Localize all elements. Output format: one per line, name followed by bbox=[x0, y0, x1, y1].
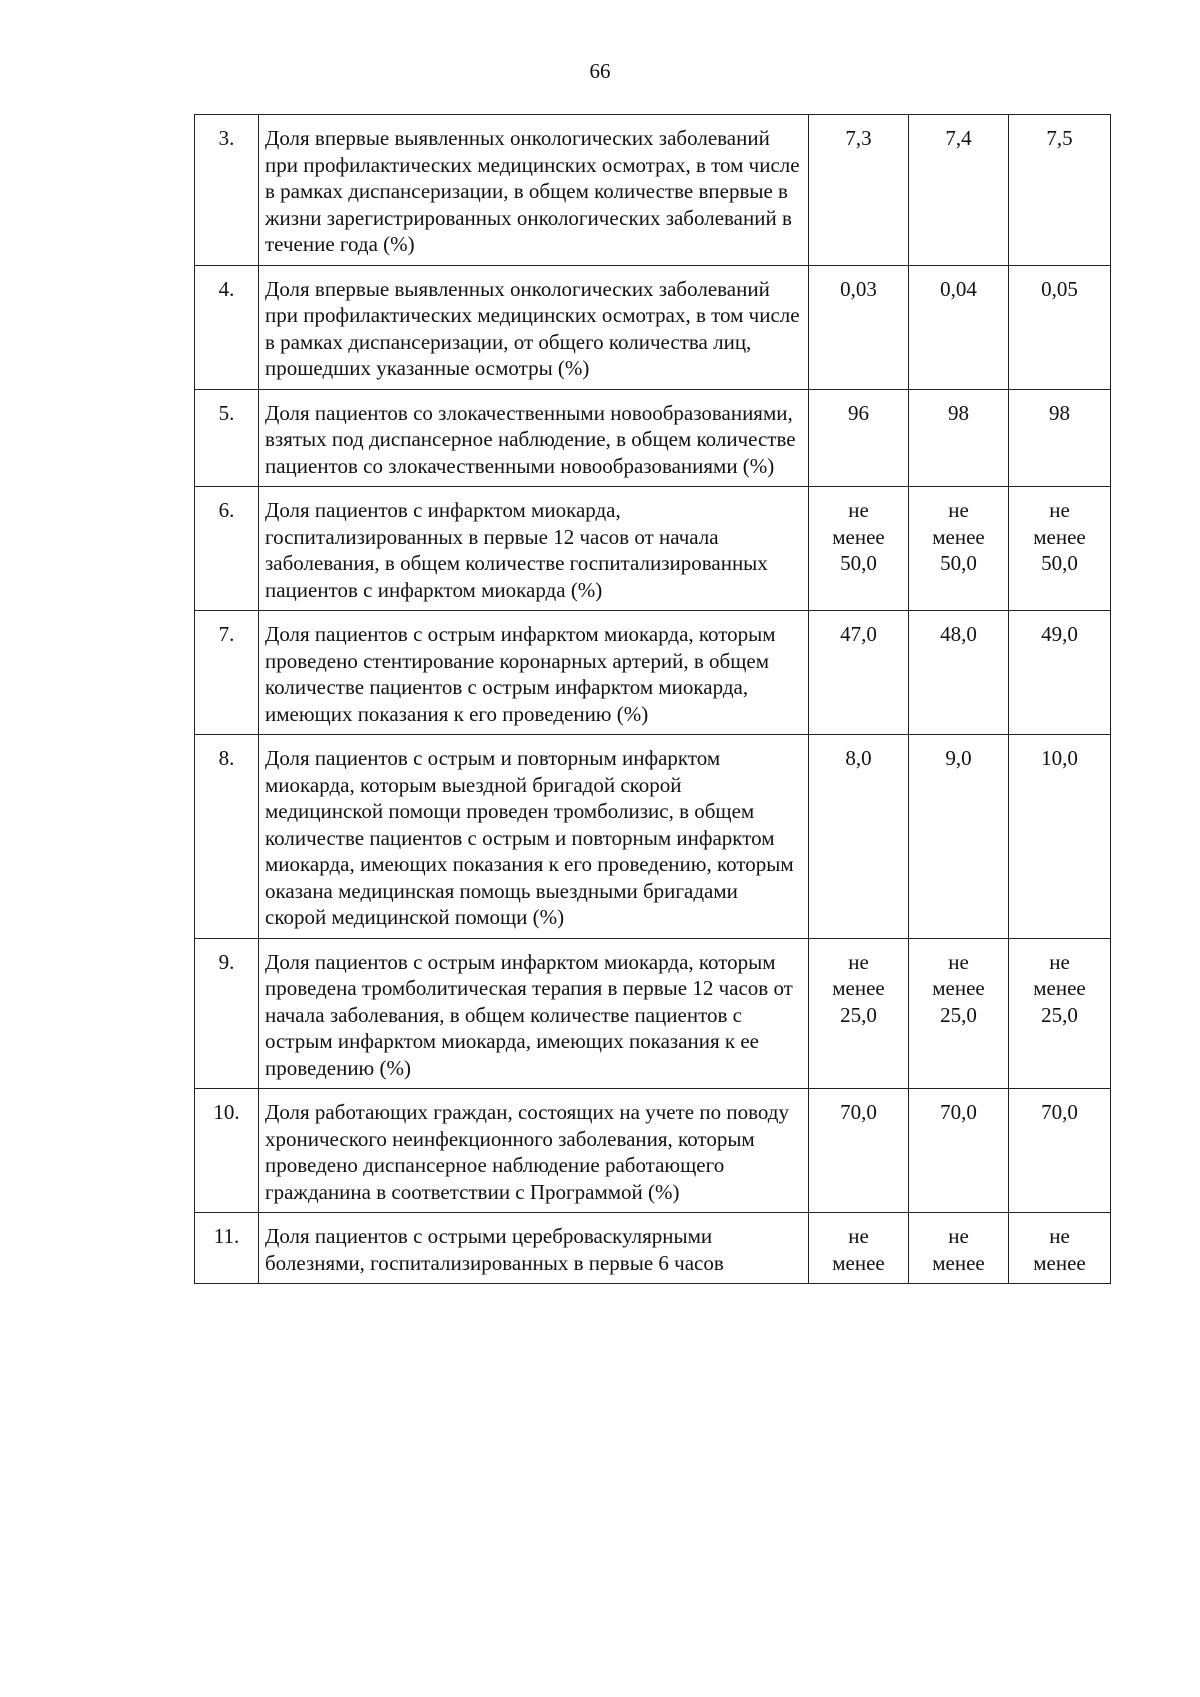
value-line: не bbox=[1049, 498, 1070, 522]
row-number: 10. bbox=[195, 1089, 259, 1213]
row-number: 3. bbox=[195, 115, 259, 266]
value-line: менее bbox=[832, 524, 885, 549]
indicator-description: Доля пациентов с острым и повторным инфарктом миокарда, которым выездной бригадой скорой медицинской помощи проведен тромболизис, в общем количестве пациентов с острым и повторным инфарктом миокарда, имеющих показания к его проведению, которым оказана медицинская помощь выездными бригадами скорой медицинской помощи (%) bbox=[259, 735, 809, 939]
value-line: 9,0 bbox=[945, 746, 972, 770]
value-line: 8,0 bbox=[845, 746, 872, 770]
table-row bbox=[195, 265, 1111, 389]
value-line: 25,0 bbox=[940, 1002, 977, 1027]
value-line: 50,0 bbox=[940, 551, 977, 575]
value-line: 7,3 bbox=[845, 126, 872, 150]
value-line: не bbox=[948, 949, 969, 974]
indicator-value-year-3 bbox=[1009, 115, 1111, 266]
indicator-value-year-3 bbox=[1009, 265, 1111, 389]
indicator-value-year-1 bbox=[809, 389, 909, 487]
row-number: 5. bbox=[195, 389, 259, 487]
table-row bbox=[195, 115, 1111, 266]
value-line: менее bbox=[932, 1250, 985, 1275]
value-line: 10,0 bbox=[1041, 746, 1078, 770]
value-line: не bbox=[848, 1224, 869, 1248]
value-line: 49,0 bbox=[1041, 622, 1078, 646]
value-line: 47,0 bbox=[840, 622, 877, 646]
indicator-description: Доля пациентов с острым инфарктом миокарда, которым проведено стентирование коронарных артерий, в общем количестве пациентов с острым инфарктом миокарда, имеющих показания к его проведению (%) bbox=[259, 611, 809, 735]
value-line: 96 bbox=[848, 400, 869, 425]
row-number: 8. bbox=[195, 735, 259, 939]
table-row bbox=[195, 487, 1111, 611]
value-line: менее bbox=[832, 1250, 885, 1275]
value-line: менее bbox=[932, 976, 985, 1000]
indicator-description: Доля впервые выявленных онкологических заболеваний при профилактических медицинских осмотрах, в том числе в рамках диспансеризации, от общего количества лиц, прошедших указанные осмотры (%) bbox=[259, 265, 809, 389]
value-line: 0,05 bbox=[1041, 276, 1078, 301]
indicator-value-year-2 bbox=[909, 265, 1009, 389]
indicators-table-body bbox=[195, 115, 1111, 1284]
indicator-value-year-3 bbox=[1009, 611, 1111, 735]
indicator-description: Доля работающих граждан, состоящих на учете по поводу хронического неинфекционного заболевания, которым проведено диспансерное наблюдение работающего гражданина в соответствии с Программой (%) bbox=[259, 1089, 809, 1213]
row-number: 11. bbox=[195, 1213, 259, 1284]
indicator-value-year-2 bbox=[909, 389, 1009, 487]
value-line: 98 bbox=[948, 400, 969, 425]
value-line: 0,03 bbox=[840, 276, 877, 301]
value-line: 70,0 bbox=[1041, 1100, 1078, 1124]
indicator-value-year-1 bbox=[809, 735, 909, 939]
indicator-description: Доля пациентов с острыми цереброваскулярными болезнями, госпитализированных в первые 6 часов bbox=[259, 1213, 809, 1284]
indicator-value-year-2 bbox=[909, 611, 1009, 735]
table-row bbox=[195, 611, 1111, 735]
row-number: 9. bbox=[195, 938, 259, 1089]
indicator-value-year-1 bbox=[809, 938, 909, 1089]
value-line: не bbox=[1049, 1224, 1070, 1248]
indicator-description: Доля пациентов с инфарктом миокарда, госпитализированных в первые 12 часов от начала заболевания, в общем количестве госпитализированных пациентов с инфарктом миокарда (%) bbox=[259, 487, 809, 611]
indicator-value-year-2 bbox=[909, 115, 1009, 266]
value-line: не bbox=[1049, 949, 1070, 974]
value-line: 0,04 bbox=[940, 276, 977, 301]
value-line: не bbox=[848, 949, 869, 974]
indicator-value-year-1 bbox=[809, 265, 909, 389]
indicator-value-year-3 bbox=[1009, 1213, 1111, 1284]
indicator-value-year-3 bbox=[1009, 1089, 1111, 1213]
indicator-value-year-2 bbox=[909, 1089, 1009, 1213]
value-line: не bbox=[948, 1224, 969, 1248]
indicator-value-year-1 bbox=[809, 611, 909, 735]
value-line: 70,0 bbox=[840, 1100, 877, 1124]
value-line: менее bbox=[932, 524, 985, 549]
value-line: не bbox=[848, 498, 869, 522]
indicators-table bbox=[194, 114, 1111, 1284]
indicator-value-year-1 bbox=[809, 1213, 909, 1284]
indicator-description: Доля впервые выявленных онкологических заболеваний при профилактических медицинских осмотрах, в том числе в рамках диспансеризации, в общем количестве впервые в жизни зарегистрированных онкологических заболеваний в течение года (%) bbox=[259, 115, 809, 266]
indicator-value-year-3 bbox=[1009, 938, 1111, 1089]
indicator-value-year-1 bbox=[809, 487, 909, 611]
value-line: 98 bbox=[1049, 400, 1070, 425]
page-number: 66 bbox=[589, 59, 611, 83]
indicator-value-year-3 bbox=[1009, 389, 1111, 487]
value-line: 7,5 bbox=[1046, 126, 1073, 150]
value-line: 70,0 bbox=[940, 1100, 977, 1124]
indicator-value-year-1 bbox=[809, 115, 909, 266]
indicator-description: Доля пациентов с острым инфарктом миокарда, которым проведена тромболитическая терапия в первые 12 часов от начала заболевания, в общем количестве пациентов с острым инфарктом миокарда, имеющих показания к ее проведению (%) bbox=[259, 938, 809, 1089]
value-line: менее bbox=[832, 976, 885, 1000]
indicator-value-year-3 bbox=[1009, 487, 1111, 611]
value-line: 50,0 bbox=[1041, 551, 1078, 575]
row-number: 7. bbox=[195, 611, 259, 735]
table-row bbox=[195, 735, 1111, 939]
indicator-description: Доля пациентов со злокачественными новообразованиями, взятых под диспансерное наблюдение, в общем количестве пациентов со злокачественными новообразованиями (%) bbox=[259, 389, 809, 487]
row-number: 6. bbox=[195, 487, 259, 611]
value-line: 25,0 bbox=[840, 1002, 877, 1027]
indicator-value-year-3 bbox=[1009, 735, 1111, 939]
value-line: менее bbox=[1033, 1250, 1086, 1275]
table-row bbox=[195, 1089, 1111, 1213]
value-line: менее bbox=[1033, 524, 1086, 549]
row-number: 4. bbox=[195, 265, 259, 389]
indicator-value-year-2 bbox=[909, 938, 1009, 1089]
value-line: 25,0 bbox=[1041, 1002, 1078, 1027]
table-row bbox=[195, 389, 1111, 487]
table-row bbox=[195, 938, 1111, 1089]
indicator-value-year-1 bbox=[809, 1089, 909, 1213]
value-line: менее bbox=[1033, 976, 1086, 1000]
table-row bbox=[195, 1213, 1111, 1284]
value-line: 48,0 bbox=[940, 622, 977, 646]
value-line: 7,4 bbox=[945, 126, 972, 150]
indicator-value-year-2 bbox=[909, 1213, 1009, 1284]
indicator-value-year-2 bbox=[909, 487, 1009, 611]
value-line: 50,0 bbox=[840, 551, 877, 575]
value-line: не bbox=[948, 498, 969, 522]
indicator-value-year-2 bbox=[909, 735, 1009, 939]
